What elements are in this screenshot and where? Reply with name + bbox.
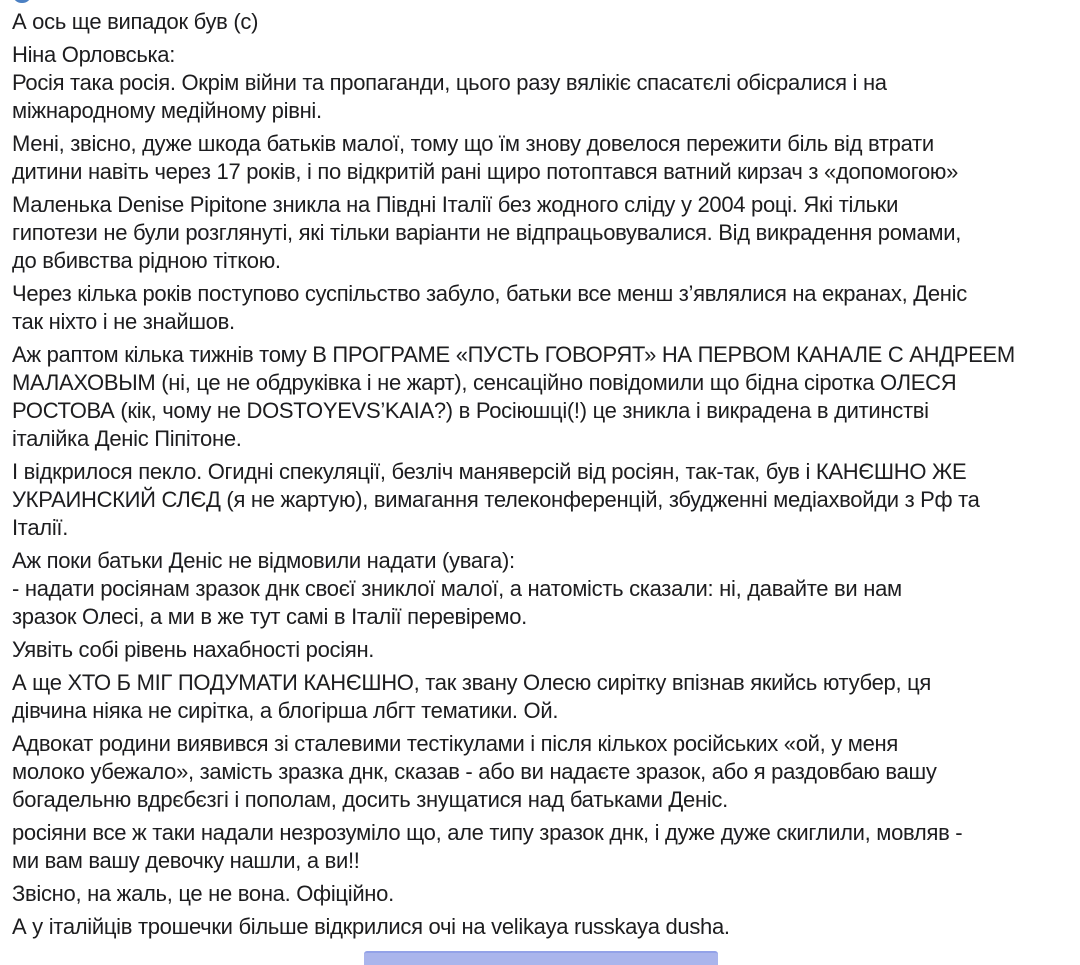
post-paragraph — [12, 636, 1078, 664]
post-paragraph — [12, 819, 1078, 875]
post-line: італійка Деніс Піпітоне. — [12, 426, 242, 451]
post-line: Мені, звісно, дуже шкода батьків малої, тому що їм знову довелося пережити біль від втрати — [12, 131, 934, 156]
post-paragraph — [12, 547, 1078, 631]
post-paragraph — [12, 130, 1078, 186]
post-line: так ніхто і не знайшов. — [12, 309, 235, 334]
post-paragraph — [12, 41, 1078, 125]
cutoff-bottom-button[interactable] — [364, 951, 718, 965]
post-line: А ще ХТО Б МІГ ПОДУМАТИ КАНЄШНО, так звану Олесю сирітку впізнав якийсь ютубер, ця — [12, 670, 931, 695]
post-line: Уявіть собі рівень нахабності росіян. — [12, 637, 375, 662]
post-line: зразок Олесі, а ми в же тут самі в Італії перевіремо. — [12, 604, 527, 629]
post-paragraph — [12, 280, 1078, 336]
post-line: А ось ще випадок був (с) — [12, 9, 259, 34]
post-line: Через кілька років поступово суспільство забуло, батьки все менш з’являлися на екранах, Деніс — [12, 281, 967, 306]
post-line: богадельню вдрєбєзгі і пополам, досить знущатися над батьками Деніс. — [12, 787, 728, 812]
post-line: Аж поки батьки Деніс не відмовили надати (увага): — [12, 548, 515, 573]
post-line: УКРАИНСКИЙ СЛЄД (я не жартую), вимагання телеконференцій, збудженні медіахвойди з Рф та — [12, 487, 980, 512]
post-line: ми вам вашу девочку нашли, а ви!! — [12, 848, 360, 873]
post-line: Звісно, на жаль, це не вона. Офіційно. — [12, 881, 394, 906]
post-line: А у італійців трошечки більше відкрилися очі на velikaya russkaya dusha. — [12, 914, 730, 939]
post-paragraph — [12, 669, 1078, 725]
post-line: Маленька Denise Pipitone зникла на Півдні Італії без жодного сліду у 2004 році. Які тільки — [12, 192, 899, 217]
post-paragraph — [12, 341, 1078, 453]
post-line: молоко убежало», замість зразка днк, сказав - або ви надаєте зразок, або я раздовбаю вашу — [12, 759, 937, 784]
post-line: Росія така росія. Окрім війни та пропаганди, цього разу вялікіє спасатєлі обісралися і на — [12, 70, 887, 95]
post-paragraph — [12, 880, 1078, 908]
post-paragraph — [12, 191, 1078, 275]
post-line: дитини навіть через 17 років, і по відкритій рані щиро потоптався ватний кирзач з «допомогою» — [12, 159, 959, 184]
post-paragraph — [12, 8, 1078, 36]
post-line: РОСТОВА (кік, чому не DOSTOYEVS’KAIA?) в Росіюшці(!) це зникла і викрадена в дитинстві — [12, 398, 929, 423]
post-paragraph — [12, 730, 1078, 814]
post-line: до вбивства рідною тіткою. — [12, 248, 281, 273]
post-line: дівчина ніяка не сирітка, а блогірша лбгт тематики. Ой. — [12, 698, 559, 723]
post-line: І відкрилося пекло. Огидні спекуляції, безліч маняверсій від росіян, так-так, був і КАНЄШНО ЖЕ — [12, 459, 967, 484]
post-line: Ніна Орловська: — [12, 42, 176, 67]
post-line: Адвокат родини виявився зі сталевими тестікулами і після кількох російських «ой, у меня — [12, 731, 898, 756]
post-line: - надати росіянам зразок днк своєї зниклої малої, а натомість сказали: ні, давайте ви нам — [12, 576, 902, 601]
cutoff-circle-icon — [12, 0, 32, 3]
post-paragraph — [12, 458, 1078, 542]
post-paragraph — [12, 913, 1078, 941]
post-line: росіяни все ж таки надали незрозуміло що, але типу зразок днк, і дуже дуже скиглили, мовляв - — [12, 820, 963, 845]
post-text — [12, 8, 1078, 946]
post-line: міжнародному медійному рівні. — [12, 98, 322, 123]
post-line: Італії. — [12, 515, 69, 540]
post-line: гипотези не були розглянуті, які тільки варіанти не відпрацьовувалися. Від викрадення ромами, — [12, 220, 962, 245]
post-line: МАЛАХОВЫМ (ні, це не обдруківка і не жарт), сенсаційно повідомили що бідна сіротка ОЛЕСЯ — [12, 370, 957, 395]
post-line: Аж раптом кілька тижнів тому В ПРОГРАМЕ «ПУСТЬ ГОВОРЯТ» НА ПЕРВОМ КАНАЛЕ С АНДРЕЕМ — [12, 342, 1015, 367]
